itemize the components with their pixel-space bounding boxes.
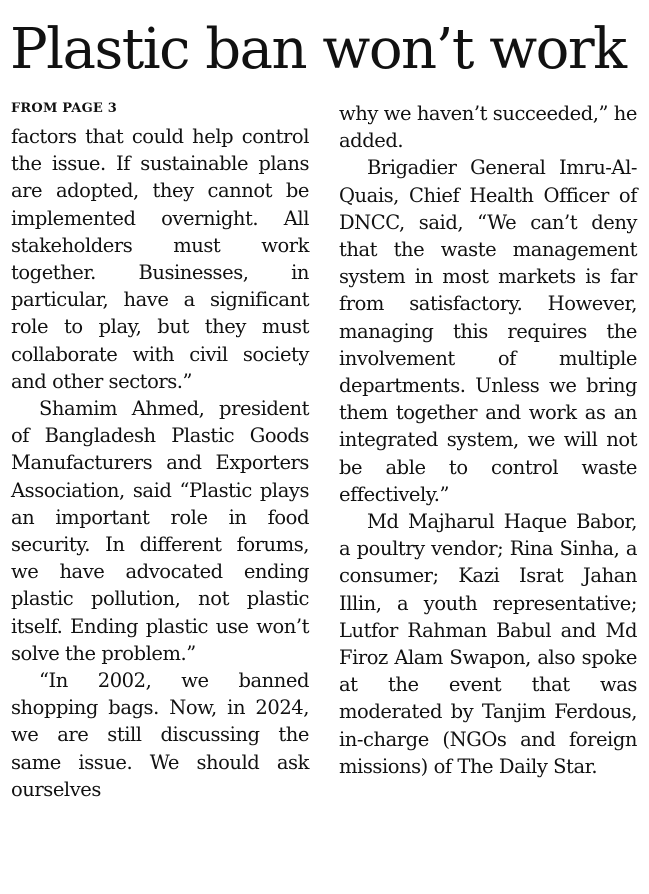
jump-kicker: FROM PAGE 3	[11, 101, 117, 116]
paragraph-other-speakers: Md Majharul Haque Babor, a poultry vendor; Rina Sinha, a consumer; Kazi Israt Jahan Illin, a youth representative; Lutfor Rahman Babul and Md Firoz Alam Swapon, also spoke at the event that was moderated by Tanjim Ferdous, in-charge (NGOs and foreign missions) of The Daily Star.	[339, 510, 637, 778]
paragraph-shamim-ahmed: Shamim Ahmed, president of Bangladesh Plastic Goods Manufacturers and Exporters Association, said “Plastic plays an important role in food security. In different forums, we have advocated ending plastic pollution, not plastic itself. Ending plastic use won’t solve the problem.”	[11, 397, 309, 665]
article-column-right	[339, 100, 637, 780]
paragraph-quote-continued: why we haven’t succeeded,” he added.	[339, 102, 637, 153]
paragraph-quote-2002: “In 2002, we banned shopping bags. Now, in 2024, we are still discussing the same issue. We should ask ourselves	[11, 669, 309, 801]
article-column-left	[11, 123, 309, 803]
paragraph-continued: factors that could help control the issue. If sustainable plans are adopted, they cannot be implemented overnight. All stakeholders must work together. Businesses, in particular, have a significant role to play, but they must collaborate with civil society and other sectors.”	[11, 125, 309, 393]
paragraph-imru-al-quais: Brigadier General Imru-Al-Quais, Chief Health Officer of DNCC, said, “We can’t deny that the waste management system in most markets is far from satisfactory. However, managing this requires the involvement of multiple departments. Unless we bring them together and work as an integrated system, we will not be able to control waste effectively.”	[339, 156, 637, 506]
article-headline: Plastic ban won’t work	[10, 17, 626, 82]
